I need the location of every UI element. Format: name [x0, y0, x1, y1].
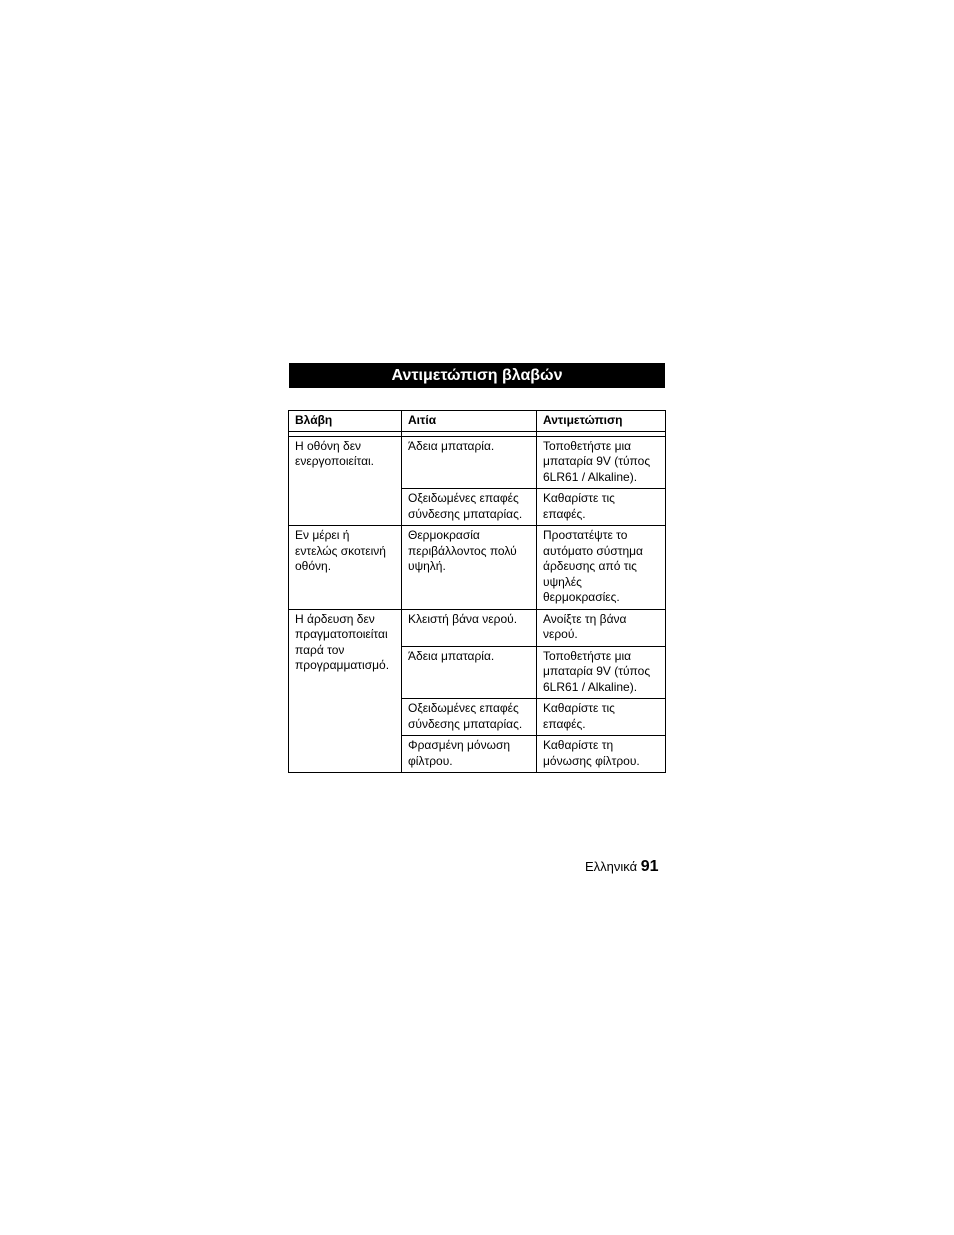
cause-cell: Φρασμένη μόνωση φίλτρου.	[402, 736, 537, 773]
table-row	[289, 609, 666, 646]
fault-cell: Η άρδευση δεν πραγματοποιείται παρά τον προγραμματισμό.	[289, 609, 402, 773]
cause-cell: Κλειστή βάνα νερού.	[402, 609, 537, 646]
page-footer	[585, 858, 665, 876]
page-number: 91	[640, 858, 659, 875]
remedy-cell: Καθαρίστε τη μόνωσης φίλτρου.	[537, 736, 666, 773]
section-title: Αντιμετώπιση βλαβών	[289, 363, 665, 388]
remedy-cell: Καθαρίστε τις επαφές.	[537, 699, 666, 736]
table-row	[289, 526, 666, 610]
remedy-cell: Ανοίξτε τη βάνα νερού.	[537, 609, 666, 646]
cause-cell: Άδεια μπαταρία.	[402, 436, 537, 489]
footer-language: Ελληνικά	[585, 859, 638, 874]
cause-cell: Οξειδωμένες επαφές σύνδεσης μπαταρίας.	[402, 489, 537, 526]
cause-cell: Άδεια μπαταρία.	[402, 646, 537, 699]
fault-cell: Η οθόνη δεν ενεργοποιείται.	[289, 436, 402, 526]
fault-cell: Εν μέρει ή εντελώς σκοτεινή οθόνη.	[289, 526, 402, 610]
table-row	[289, 436, 666, 489]
remedy-cell: Καθαρίστε τις επαφές.	[537, 489, 666, 526]
remedy-cell: Προστατέψτε το αυτόματο σύστημα άρδευσης από τις υψηλές θερμοκρασίες.	[537, 526, 666, 610]
remedy-cell: Τοποθετήστε μια μπαταρία 9V (τύπος 6LR61 / Alkaline).	[537, 646, 666, 699]
cause-cell: Θερμοκρασία περιβάλλοντος πολύ υψηλή.	[402, 526, 537, 610]
header-cause: Αιτία	[402, 411, 537, 432]
cause-cell: Οξειδωμένες επαφές σύνδεσης μπαταρίας.	[402, 699, 537, 736]
table-header-row	[289, 411, 666, 432]
remedy-cell: Τοποθετήστε μια μπαταρία 9V (τύπος 6LR61 / Alkaline).	[537, 436, 666, 489]
troubleshooting-table	[288, 410, 666, 773]
header-fault: Βλάβη	[289, 411, 402, 432]
header-remedy: Αντιμετώπιση	[537, 411, 666, 432]
